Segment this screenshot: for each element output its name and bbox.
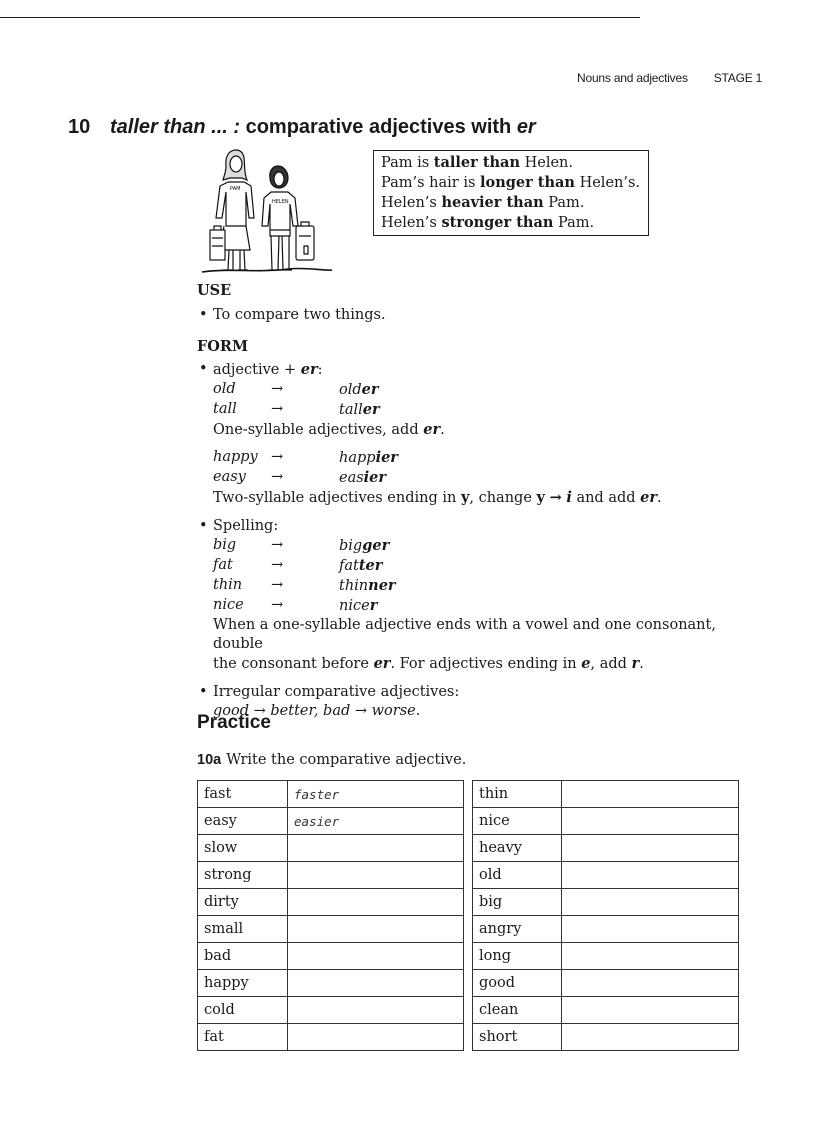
exercise-number: 10a xyxy=(197,752,222,768)
answer-cell[interactable] xyxy=(288,970,464,997)
example-line-pre: Pam’s hair is xyxy=(381,175,481,191)
pair-stem: eas xyxy=(339,470,364,486)
table-row xyxy=(198,862,464,889)
rule2-note-d: . xyxy=(657,490,662,506)
rule2-note-i: i xyxy=(566,489,572,506)
arrow-icon: → xyxy=(271,577,284,593)
unit-title-er: er xyxy=(516,116,536,138)
comparative-pair xyxy=(213,536,757,556)
arrow-icon: → xyxy=(271,537,284,553)
pair-base: old xyxy=(213,381,236,397)
answer-cell[interactable] xyxy=(562,889,739,916)
rule2-pairs xyxy=(213,448,757,488)
adjective-cell: thin xyxy=(473,781,562,808)
unit-title-italic: taller than ... : xyxy=(110,116,241,138)
top-rule xyxy=(0,17,640,18)
adjective-cell: strong xyxy=(198,862,288,889)
rule1-note-end: . xyxy=(440,422,445,438)
pair-comparative xyxy=(339,380,379,400)
spelling-pairs xyxy=(213,536,757,616)
sn2a: the consonant before xyxy=(213,656,374,672)
irregular-examples: good → better, bad → worse. xyxy=(213,703,421,719)
adjective-cell: long xyxy=(473,943,562,970)
example-line-post: Pam. xyxy=(543,195,585,211)
answer-cell[interactable] xyxy=(562,1024,739,1051)
right-answer-table xyxy=(472,780,739,1051)
sn2c: , add xyxy=(590,656,632,672)
rule2-note-y2: y xyxy=(536,489,545,506)
comparative-pair xyxy=(213,596,757,616)
adjective-cell: angry xyxy=(473,916,562,943)
table-row xyxy=(473,889,739,916)
pair-comparative xyxy=(339,576,396,596)
pair-comparative xyxy=(339,556,382,576)
example-line-bold: stronger than xyxy=(441,214,554,231)
table-row xyxy=(473,1024,739,1051)
pair-stem: big xyxy=(339,538,363,554)
adjective-cell: happy xyxy=(198,970,288,997)
answer-cell[interactable] xyxy=(562,970,739,997)
exercise-10a xyxy=(197,752,466,768)
pair-suffix: er xyxy=(361,381,379,398)
exercise-instruction: Write the comparative adjective. xyxy=(226,752,467,768)
answer-cell[interactable] xyxy=(562,862,739,889)
pair-suffix: ner xyxy=(368,577,396,594)
pair-comparative xyxy=(339,400,380,420)
adjective-cell: nice xyxy=(473,808,562,835)
table-row xyxy=(473,970,739,997)
use-heading: USE xyxy=(197,282,232,299)
answer-cell[interactable] xyxy=(562,997,739,1024)
pair-base: big xyxy=(213,537,237,553)
answer-cell[interactable] xyxy=(562,916,739,943)
pair-suffix: er xyxy=(362,401,380,418)
table-row xyxy=(198,781,464,808)
pair-suffix: r xyxy=(369,597,378,614)
arrow-icon: → xyxy=(271,449,284,465)
adjective-cell: old xyxy=(473,862,562,889)
example-line-post: Helen. xyxy=(520,155,574,171)
pair-stem: old xyxy=(339,382,362,398)
unit-title xyxy=(68,116,536,139)
rule2-arrow: → xyxy=(549,489,562,506)
pair-suffix: ier xyxy=(375,449,398,466)
pair-stem: happ xyxy=(339,450,376,466)
unit-title-rest: comparative adjectives with xyxy=(240,116,517,138)
pair-suffix: ger xyxy=(362,537,390,554)
comparative-pair xyxy=(213,400,757,420)
table-row xyxy=(473,997,739,1024)
rule1-note-er: er xyxy=(423,421,441,438)
sn2b: . For adjectives ending in xyxy=(390,656,582,672)
answer-cell[interactable] xyxy=(288,943,464,970)
adjective-cell: slow xyxy=(198,835,288,862)
table-row xyxy=(473,916,739,943)
helen-shirt-label: HELEN xyxy=(272,199,289,205)
comparative-pair xyxy=(213,576,757,596)
pair-base: fat xyxy=(213,557,233,573)
adjective-cell: good xyxy=(473,970,562,997)
adjective-cell: fat xyxy=(198,1024,288,1051)
pair-comparative xyxy=(339,468,386,488)
table-row xyxy=(198,997,464,1024)
example-line-bold: heavier than xyxy=(441,194,544,211)
pair-suffix: ier xyxy=(363,469,387,486)
table-row xyxy=(198,889,464,916)
table-row xyxy=(473,943,739,970)
sn2-r: r xyxy=(631,655,640,672)
pair-suffix: ter xyxy=(358,557,383,574)
arrow-icon: → xyxy=(271,597,284,613)
adjective-cell: clean xyxy=(473,997,562,1024)
arrow-icon: → xyxy=(271,557,284,573)
adjective-cell: small xyxy=(198,916,288,943)
example-line xyxy=(381,173,641,193)
example-line-post: Pam. xyxy=(553,215,595,231)
rule1-intro-colon: : xyxy=(317,362,323,378)
spelling-label: • Spelling: xyxy=(213,518,279,534)
comparative-pair xyxy=(213,468,757,488)
example-line-pre: Helen’s xyxy=(381,215,442,231)
rule2-note xyxy=(213,488,757,508)
table-row xyxy=(473,835,739,862)
spelling-note-line2 xyxy=(213,654,757,674)
left-answer-table xyxy=(197,780,464,1051)
adjective-cell: short xyxy=(473,1024,562,1051)
rule2-note-a: Two-syllable adjectives ending in xyxy=(213,490,461,506)
adjective-cell: cold xyxy=(198,997,288,1024)
answer-cell[interactable] xyxy=(562,808,739,835)
rule1-pairs xyxy=(213,380,757,420)
rule1-intro-er: er xyxy=(300,361,318,378)
pair-stem: thin xyxy=(339,578,369,594)
sn2-e: e xyxy=(581,655,591,672)
rule2-note-y: y xyxy=(460,489,470,506)
example-line xyxy=(381,193,641,213)
adjective-cell: bad xyxy=(198,943,288,970)
example-line-bold: taller than xyxy=(433,154,520,171)
answer-cell[interactable] xyxy=(288,862,464,889)
comparative-pair xyxy=(213,448,757,468)
example-line-pre: Pam is xyxy=(381,155,434,171)
sn2d: . xyxy=(639,656,644,672)
pair-comparative xyxy=(339,596,377,616)
arrow-icon: → xyxy=(271,469,284,485)
table-row xyxy=(473,808,739,835)
adjective-cell: big xyxy=(473,889,562,916)
table-row xyxy=(198,808,464,835)
pair-base: easy xyxy=(213,469,246,485)
pair-stem: tall xyxy=(339,402,363,418)
arrow-icon: → xyxy=(271,381,284,397)
pair-base: thin xyxy=(213,577,243,593)
form-rule1-intro xyxy=(213,360,757,380)
form-irregular xyxy=(197,683,757,721)
example-box xyxy=(373,150,649,236)
adjective-cell: fast xyxy=(198,781,288,808)
answer-cell[interactable] xyxy=(562,835,739,862)
table-row xyxy=(198,970,464,997)
table-row xyxy=(473,781,739,808)
practice-heading: Practice xyxy=(197,712,271,733)
table-row xyxy=(198,916,464,943)
answer-cell[interactable] xyxy=(288,916,464,943)
rule2-note-er: er xyxy=(640,489,658,506)
rule2-note-c: and add xyxy=(571,490,641,506)
rule1-note xyxy=(213,420,757,440)
table-row xyxy=(198,1024,464,1051)
pair-base: nice xyxy=(213,597,244,613)
comparative-pair xyxy=(213,556,757,576)
example-line xyxy=(381,213,641,233)
adjective-cell: dirty xyxy=(198,889,288,916)
table-row xyxy=(473,862,739,889)
sn2-er: er xyxy=(373,655,391,672)
pair-base: happy xyxy=(213,449,258,465)
answer-cell[interactable] xyxy=(288,835,464,862)
pair-comparative xyxy=(339,536,389,556)
example-line-bold: longer than xyxy=(480,174,575,191)
pam-shirt-label: PAM xyxy=(230,186,241,192)
pair-base: tall xyxy=(213,401,237,417)
answer-cell[interactable]: easier xyxy=(288,808,464,835)
running-head-stage: STAGE 1 xyxy=(713,71,763,85)
running-head-section: Nouns and adjectives xyxy=(577,71,688,85)
pair-comparative xyxy=(339,448,398,468)
running-head xyxy=(577,71,762,85)
irregular-label: • Irregular comparative adjectives: xyxy=(213,684,460,700)
answer-cell[interactable] xyxy=(288,997,464,1024)
grammar-content xyxy=(197,280,757,721)
form-spelling xyxy=(197,517,757,674)
rule1-note-text: One-syllable adjectives, add xyxy=(213,422,424,438)
form-heading: FORM xyxy=(197,338,249,355)
pair-stem: nice xyxy=(339,598,370,614)
spelling-note-line1: When a one-syllable adjective ends with a vowel and one consonant, double xyxy=(213,617,716,652)
answer-cell[interactable] xyxy=(562,781,739,808)
use-bullet: • To compare two things. xyxy=(197,306,757,325)
example-line xyxy=(381,153,641,173)
comparative-pair xyxy=(213,380,757,400)
unit-number: 10 xyxy=(68,116,91,138)
answer-cell[interactable]: faster xyxy=(288,781,464,808)
adjective-cell: heavy xyxy=(473,835,562,862)
pair-stem: fat xyxy=(339,558,359,574)
example-line-pre: Helen’s xyxy=(381,195,442,211)
adjective-cell: easy xyxy=(198,808,288,835)
rule2-note-b: , change xyxy=(469,490,537,506)
form-rule1 xyxy=(197,360,757,508)
answer-cell[interactable] xyxy=(288,889,464,916)
answer-cell[interactable] xyxy=(288,1024,464,1051)
rule1-intro-text: adjective + xyxy=(213,362,301,378)
arrow-icon: → xyxy=(271,401,284,417)
example-line-post: Helen’s. xyxy=(574,175,641,191)
table-row xyxy=(198,835,464,862)
answer-cell[interactable] xyxy=(562,943,739,970)
table-row xyxy=(198,943,464,970)
two-women-illustration xyxy=(198,146,336,278)
